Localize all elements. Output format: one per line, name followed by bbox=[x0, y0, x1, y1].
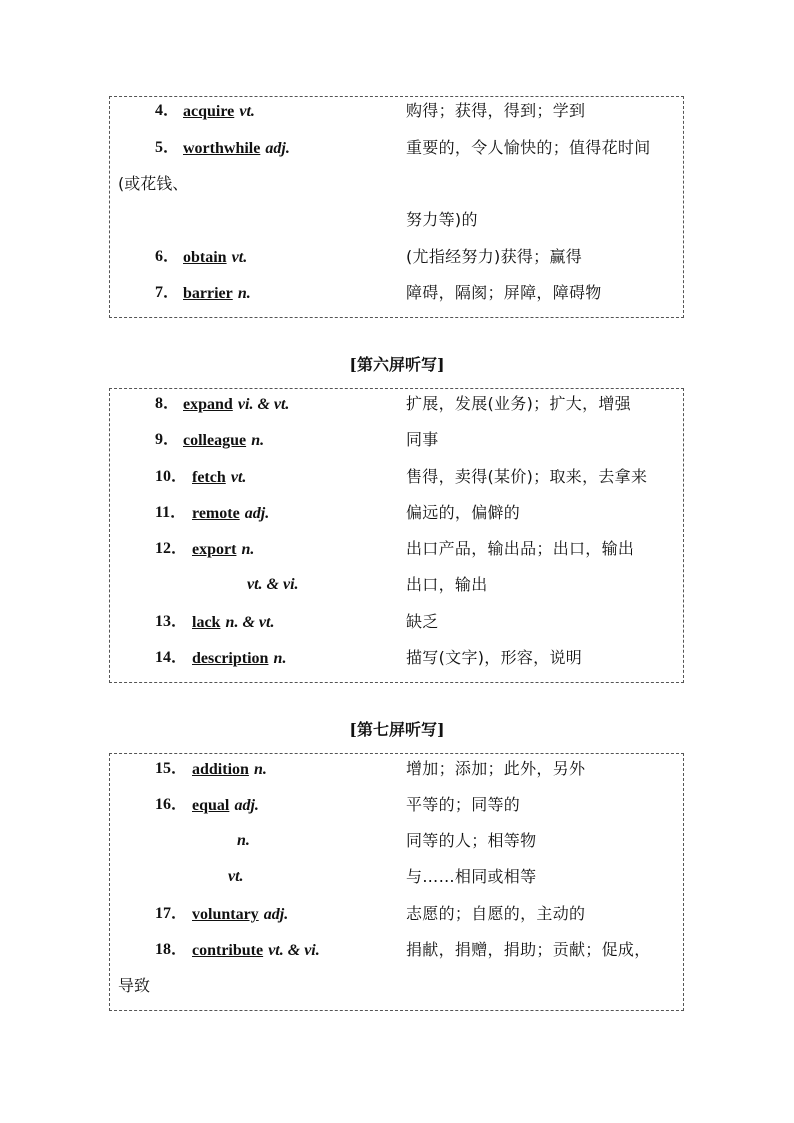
item-number: 6． bbox=[155, 248, 180, 265]
meaning: 出口产品，输出品；出口，输出 bbox=[406, 539, 635, 558]
part-of-speech: adj. bbox=[234, 797, 259, 814]
meaning: 出口，输出 bbox=[406, 575, 488, 594]
item-number: 14． bbox=[155, 649, 188, 666]
item-number: 18． bbox=[155, 941, 188, 958]
meaning: 购得；获得，得到；学到 bbox=[406, 101, 586, 120]
part-of-speech: n. bbox=[241, 541, 255, 558]
vocab-box-1 bbox=[109, 96, 684, 318]
meaning-continuation: (或花钱、 bbox=[118, 174, 189, 193]
section-heading: [第七屏听写] bbox=[349, 720, 445, 739]
item-number: 13． bbox=[155, 613, 188, 630]
item-number: 9． bbox=[155, 431, 180, 448]
meaning: 偏远的，偏僻的 bbox=[406, 503, 521, 522]
meaning: 同事 bbox=[406, 430, 439, 449]
vocab-word: remote bbox=[192, 505, 240, 522]
item-number: 15． bbox=[155, 760, 188, 777]
item-number: 12． bbox=[155, 540, 188, 557]
meaning: 增加；添加；此外，另外 bbox=[406, 759, 586, 778]
part-of-speech: n. bbox=[237, 832, 250, 849]
section-heading: [第六屏听写] bbox=[349, 355, 445, 374]
meaning: 缺乏 bbox=[406, 612, 439, 631]
vocab-word: equal bbox=[192, 797, 230, 814]
item-number: 16． bbox=[155, 796, 188, 813]
vocab-word: colleague bbox=[183, 432, 247, 449]
item-number: 17． bbox=[155, 905, 188, 922]
part-of-speech: n. bbox=[251, 432, 265, 449]
vocab-word: barrier bbox=[183, 285, 233, 302]
meaning: 平等的；同等的 bbox=[406, 795, 521, 814]
part-of-speech: vt. bbox=[228, 868, 244, 885]
vocab-word: addition bbox=[192, 761, 249, 778]
item-number: 11． bbox=[155, 504, 187, 521]
vocab-word: fetch bbox=[192, 469, 226, 486]
part-of-speech: n. bbox=[273, 650, 287, 667]
meaning: 同等的人；相等物 bbox=[406, 831, 537, 850]
part-of-speech: vt. bbox=[231, 249, 248, 266]
meaning: 与……相同或相等 bbox=[406, 867, 537, 886]
vocab-word: contribute bbox=[192, 942, 264, 959]
vocab-word: obtain bbox=[183, 249, 227, 266]
part-of-speech: adj. bbox=[265, 140, 290, 157]
vocab-word: worthwhile bbox=[183, 140, 261, 157]
part-of-speech: vt. bbox=[230, 469, 247, 486]
vocab-box-3 bbox=[109, 753, 684, 1011]
meaning: 障碍，隔阂；屏障，障碍物 bbox=[406, 283, 602, 302]
part-of-speech: adj. bbox=[244, 505, 270, 522]
item-number: 5． bbox=[155, 139, 180, 156]
vocab-word: voluntary bbox=[192, 906, 259, 923]
meaning: 重要的，令人愉快的；值得花时间 bbox=[406, 138, 651, 157]
meaning-continuation: 努力等)的 bbox=[406, 210, 478, 229]
item-number: 4． bbox=[155, 102, 180, 119]
vocab-word: expand bbox=[183, 396, 233, 413]
vocab-word: description bbox=[192, 650, 269, 667]
meaning: 志愿的；自愿的，主动的 bbox=[406, 904, 586, 923]
part-of-speech: n. & vt. bbox=[225, 614, 275, 631]
meaning: (尤指经努力)获得；赢得 bbox=[406, 247, 583, 266]
meaning: 捐献，捐赠，捐助；贡献；促成， bbox=[406, 940, 651, 959]
item-number: 10． bbox=[155, 468, 188, 485]
meaning: 扩展，发展(业务)；扩大，增强 bbox=[406, 394, 631, 413]
part-of-speech: n. bbox=[254, 761, 267, 778]
part-of-speech: vt. & vi. bbox=[268, 942, 320, 959]
item-number: 7． bbox=[155, 284, 180, 301]
meaning-continuation: 导致 bbox=[118, 976, 151, 995]
vocab-box-2 bbox=[109, 388, 684, 683]
meaning: 描写(文字)，形容，说明 bbox=[406, 648, 583, 667]
vocab-word: export bbox=[192, 541, 237, 558]
part-of-speech: adj. bbox=[263, 906, 289, 923]
part-of-speech: vt. bbox=[239, 103, 255, 120]
vocab-word: acquire bbox=[183, 103, 235, 120]
vocab-word: lack bbox=[192, 614, 221, 631]
part-of-speech: vi. & vt. bbox=[237, 396, 290, 413]
meaning: 售得，卖得(某价)；取来，去拿来 bbox=[406, 467, 648, 486]
part-of-speech: n. bbox=[237, 285, 251, 302]
part-of-speech: vt. & vi. bbox=[247, 576, 299, 593]
item-number: 8． bbox=[155, 395, 180, 412]
